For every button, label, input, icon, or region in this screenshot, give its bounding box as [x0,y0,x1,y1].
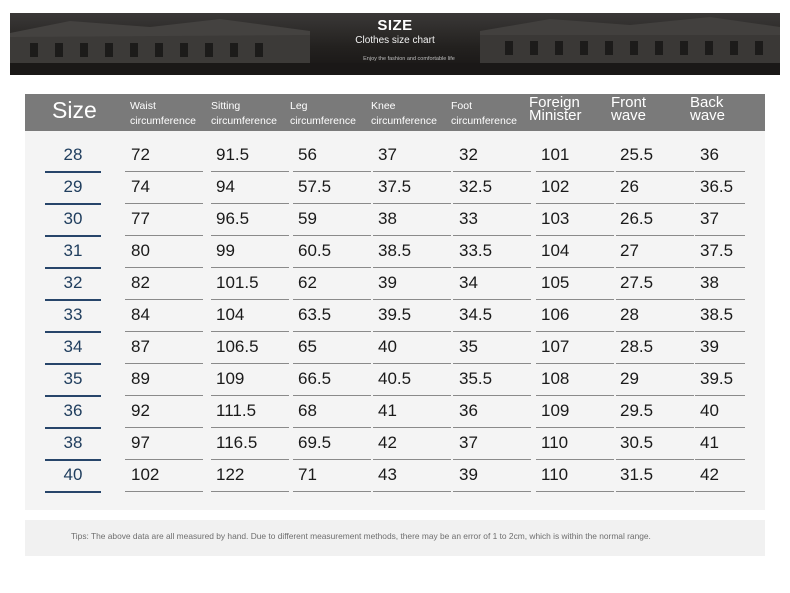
table-cell: 60.5 [298,241,332,260]
table-cell: 31.5 [620,465,654,484]
table-row [25,460,765,492]
size-cell: 29 [63,177,83,196]
table-cell: 103 [541,209,570,228]
table-row [25,140,765,172]
table-cell: 87 [131,337,150,356]
size-cell: 31 [63,241,83,260]
table-cell: 39 [459,465,478,484]
table-cell: 104 [541,241,570,260]
row-divider [125,491,203,492]
row-divider [536,491,614,492]
table-cell: 102 [131,465,160,484]
table-cell: 30.5 [620,433,654,452]
table-row [25,332,765,364]
header-sitting: Sitting circumference [211,100,277,127]
table-cell: 57.5 [298,177,332,196]
row-divider [45,491,101,493]
header-back-wave: Back wave [690,94,726,124]
table-row [25,428,765,460]
table-cell: 105 [541,273,570,292]
table-cell: 28.5 [620,337,654,356]
banner-tagline: Enjoy the fashion and comfortable life [363,56,455,62]
table-row [25,364,765,396]
header-size: Size [52,97,97,123]
table-cell: 80 [131,241,150,260]
table-cell: 37.5 [700,241,734,260]
table-cell: 32 [459,145,478,164]
table-cell: 111.5 [216,401,257,420]
row-divider [211,491,289,492]
table-cell: 37.5 [378,177,412,196]
size-cell: 36 [63,401,83,420]
table-cell: 74 [131,177,150,196]
row-divider [453,491,531,492]
table-cell: 35.5 [459,369,493,388]
table-cell: 102 [541,177,570,196]
table-cell: 41 [700,433,719,452]
table-cell: 33.5 [459,241,493,260]
size-cell: 33 [63,305,83,324]
table-cell: 29 [620,369,639,388]
tips-box [25,520,765,556]
header-banner [10,13,780,75]
table-cell: 72 [131,145,150,164]
table-cell: 38.5 [378,241,412,260]
banner-subtitle: Clothes size chart [355,35,435,46]
table-cell: 69.5 [298,433,332,452]
table-cell: 26.5 [620,209,654,228]
table-cell: 36 [459,401,478,420]
banner-title: SIZE [377,17,413,34]
table-cell: 37 [378,145,397,164]
table-cell: 106.5 [216,337,259,356]
table-cell: 36 [700,145,719,164]
table-cell: 109 [216,369,245,388]
size-cell: 40 [63,465,83,484]
row-divider [293,491,371,492]
table-cell: 32.5 [459,177,493,196]
table-cell: 104 [216,305,245,324]
table-cell: 110 [541,465,569,484]
header-foot: Foot circumference [451,100,517,127]
size-cell: 35 [63,369,83,388]
header-foreign-minister: Foreign Minister [529,94,582,124]
table-cell: 82 [131,273,150,292]
table-cell: 34.5 [459,305,493,324]
size-chart-table [25,94,765,510]
table-cell: 101.5 [216,273,259,292]
table-cell: 110 [541,433,569,452]
table-cell: 39.5 [378,305,412,324]
table-cell: 66.5 [298,369,332,388]
table-row [25,236,765,268]
table-cell: 94 [216,177,235,196]
table-cell: 65 [298,337,317,356]
row-divider [616,491,694,492]
row-divider [373,491,451,492]
table-cell: 108 [541,369,570,388]
table-cell: 62 [298,273,317,292]
table-cell: 29.5 [620,401,654,420]
table-cell: 38.5 [700,305,734,324]
table-cell: 56 [298,145,317,164]
table-cell: 36.5 [700,177,734,196]
table-row [25,268,765,300]
table-cell: 63.5 [298,305,332,324]
table-cell: 37 [700,209,719,228]
table-cell: 84 [131,305,150,324]
table-row [25,300,765,332]
header-front-wave: Front wave [611,94,647,124]
table-cell: 107 [541,337,570,356]
table-cell: 97 [131,433,150,452]
table-cell: 41 [378,401,397,420]
table-cell: 34 [459,273,478,292]
table-cell: 116.5 [216,433,258,452]
size-cell: 30 [63,209,83,228]
table-cell: 37 [459,433,478,452]
table-cell: 106 [541,305,570,324]
table-cell: 39 [378,273,397,292]
table-cell: 38 [378,209,397,228]
header-leg: Leg circumference [290,100,356,127]
table-cell: 77 [131,209,150,228]
table-cell: 92 [131,401,150,420]
table-cell: 39.5 [700,369,734,388]
size-cell: 38 [63,433,83,452]
table-cell: 68 [298,401,317,420]
table-cell: 42 [378,433,397,452]
table-cell: 40 [700,401,719,420]
table-cell: 99 [216,241,235,260]
row-divider [695,491,745,492]
table-cell: 27 [620,241,639,260]
table-cell: 101 [541,145,570,164]
size-cell: 32 [63,273,83,292]
table-row [25,204,765,236]
table-cell: 27.5 [620,273,654,292]
table-row [25,396,765,428]
header-waist: Waist circumference [130,100,196,127]
table-cell: 40 [378,337,397,356]
table-cell: 26 [620,177,639,196]
table-row [25,172,765,204]
table-cell: 39 [700,337,719,356]
table-header [25,94,765,131]
table-cell: 43 [378,465,397,484]
table-cell: 89 [131,369,150,388]
table-cell: 35 [459,337,478,356]
table-cell: 59 [298,209,317,228]
table-cell: 33 [459,209,478,228]
table-cell: 96.5 [216,209,250,228]
table-body [25,140,765,492]
table-cell: 91.5 [216,145,250,164]
table-cell: 109 [541,401,570,420]
tips-text: Tips: The above data are all measured by hand. Due to different measurement methods, there may be an error of 1 to 2cm, which is within the normal range. [71,531,651,541]
size-cell: 34 [63,337,83,356]
table-cell: 38 [700,273,719,292]
table-cell: 25.5 [620,145,654,164]
table-cell: 122 [216,465,245,484]
table-cell: 42 [700,465,719,484]
table-cell: 28 [620,305,639,324]
header-knee: Knee circumference [371,100,437,127]
table-cell: 40.5 [378,369,412,388]
table-cell: 71 [298,465,317,484]
size-cell: 28 [63,145,83,164]
